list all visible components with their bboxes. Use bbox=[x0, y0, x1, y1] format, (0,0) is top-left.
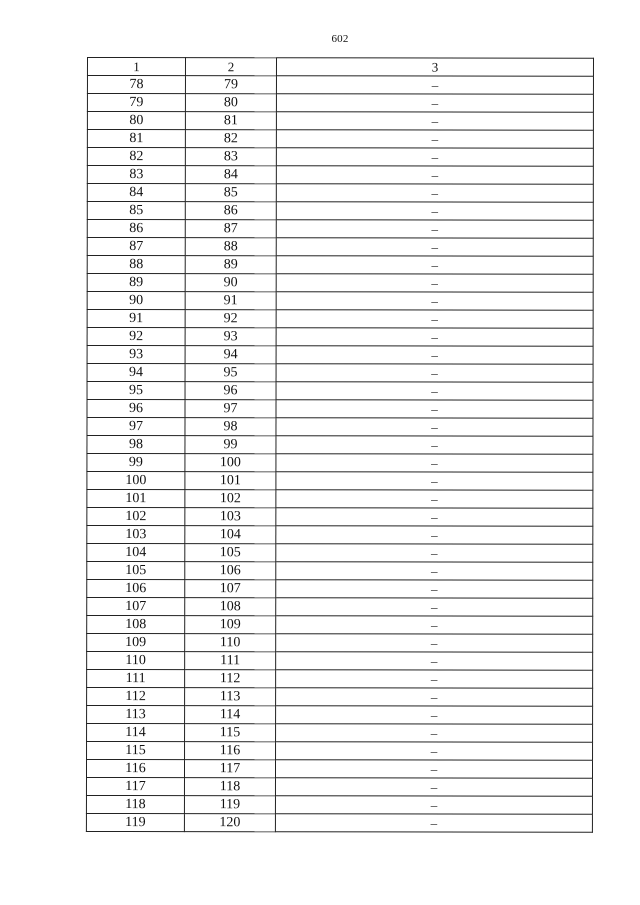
table-cell-col-1: 93 bbox=[87, 346, 185, 364]
table-cell-col-1: 107 bbox=[87, 598, 185, 616]
table-cell-col-1: 83 bbox=[87, 166, 185, 184]
table-cell-col-2: 109 bbox=[185, 616, 276, 634]
table-row bbox=[87, 724, 593, 743]
table-cell-col-3: – bbox=[276, 652, 593, 670]
table-cell-col-1: 118 bbox=[86, 796, 184, 814]
table-row bbox=[87, 616, 593, 635]
table-cell-col-1: 100 bbox=[87, 472, 185, 490]
table-header-row bbox=[87, 58, 593, 77]
table-cell-col-3: – bbox=[276, 526, 593, 544]
table-cell-col-2: 119 bbox=[184, 796, 275, 814]
table-cell-col-2: 90 bbox=[185, 274, 276, 292]
table-row bbox=[87, 256, 593, 275]
table-row bbox=[87, 436, 593, 455]
data-table bbox=[86, 57, 594, 833]
table-cell-col-1: 87 bbox=[87, 238, 185, 256]
table-cell-col-1: 106 bbox=[87, 580, 185, 598]
table-row bbox=[87, 400, 593, 419]
table-row bbox=[87, 544, 593, 563]
table-cell-col-1: 104 bbox=[87, 544, 185, 562]
table-cell-col-3: – bbox=[276, 436, 593, 454]
table-cell-col-1: 117 bbox=[86, 778, 184, 796]
table-cell-col-2: 86 bbox=[185, 202, 276, 220]
table-cell-col-2: 91 bbox=[185, 292, 276, 310]
table-cell-col-3: – bbox=[276, 292, 593, 310]
table-row bbox=[87, 310, 593, 329]
table-cell-col-2: 110 bbox=[185, 634, 276, 652]
table-row bbox=[87, 346, 593, 365]
table-cell-col-2: 89 bbox=[185, 256, 276, 274]
table-cell-col-1: 95 bbox=[87, 382, 185, 400]
table-row bbox=[86, 796, 592, 815]
table-cell-col-2: 79 bbox=[185, 76, 276, 94]
table-cell-col-2: 83 bbox=[185, 148, 276, 166]
table-cell-col-2: 118 bbox=[184, 778, 275, 796]
table-cell-col-1: 94 bbox=[87, 364, 185, 382]
column-header-2: 2 bbox=[185, 58, 276, 76]
table-cell-col-1: 114 bbox=[87, 724, 185, 742]
table-cell-col-3: – bbox=[276, 706, 593, 724]
table-cell-col-2: 111 bbox=[185, 652, 276, 670]
table-row bbox=[87, 130, 593, 149]
table-cell-col-2: 85 bbox=[185, 184, 276, 202]
table-cell-col-2: 115 bbox=[185, 724, 276, 742]
table-cell-col-3: – bbox=[276, 274, 593, 292]
table-cell-col-1: 80 bbox=[87, 112, 185, 130]
table-cell-col-2: 84 bbox=[185, 166, 276, 184]
table-cell-col-1: 116 bbox=[86, 760, 184, 778]
table-row bbox=[87, 112, 593, 131]
table-cell-col-1: 97 bbox=[87, 418, 185, 436]
table-cell-col-2: 108 bbox=[185, 598, 276, 616]
table-cell-col-3: – bbox=[275, 760, 592, 778]
table-cell-col-1: 86 bbox=[87, 220, 185, 238]
table-cell-col-3: – bbox=[276, 670, 593, 688]
table-row bbox=[87, 94, 593, 113]
table-cell-col-1: 105 bbox=[87, 562, 185, 580]
table-row bbox=[87, 274, 593, 293]
table-row bbox=[87, 472, 593, 491]
table-cell-col-3: – bbox=[276, 310, 593, 328]
table-cell-col-1: 91 bbox=[87, 310, 185, 328]
table-cell-col-2: 93 bbox=[185, 328, 276, 346]
table-cell-col-3: – bbox=[275, 814, 592, 832]
table-row bbox=[87, 292, 593, 311]
table-cell-col-2: 112 bbox=[185, 670, 276, 688]
table-cell-col-2: 97 bbox=[185, 400, 276, 418]
table-cell-col-1: 119 bbox=[86, 813, 184, 831]
table-cell-col-3: – bbox=[276, 616, 593, 634]
page-number: 602 bbox=[331, 33, 349, 45]
table-cell-col-2: 92 bbox=[185, 310, 276, 328]
table-row bbox=[87, 634, 593, 653]
table-cell-col-3: – bbox=[276, 508, 593, 526]
table-cell-col-3: – bbox=[276, 454, 593, 472]
table-row bbox=[87, 76, 593, 95]
table-cell-col-1: 92 bbox=[87, 328, 185, 346]
table-cell-col-2: 98 bbox=[185, 418, 276, 436]
table-cell-col-2: 95 bbox=[185, 364, 276, 382]
table-cell-col-2: 99 bbox=[185, 436, 276, 454]
table-cell-col-3: – bbox=[276, 544, 593, 562]
table-cell-col-3: – bbox=[276, 238, 593, 256]
table-row bbox=[86, 778, 592, 797]
table-cell-col-3: – bbox=[276, 256, 593, 274]
table-row bbox=[87, 742, 593, 761]
table-row bbox=[87, 670, 593, 689]
table-cell-col-2: 94 bbox=[185, 346, 276, 364]
table-row bbox=[87, 328, 593, 347]
table-row bbox=[87, 490, 593, 509]
table-cell-col-2: 96 bbox=[185, 382, 276, 400]
table-cell-col-2: 117 bbox=[184, 760, 275, 778]
table-cell-col-1: 98 bbox=[87, 436, 185, 454]
table-row bbox=[87, 526, 593, 545]
table-row bbox=[87, 454, 593, 473]
table-cell-col-3: – bbox=[276, 148, 593, 166]
table-cell-col-1: 78 bbox=[87, 76, 185, 94]
table-cell-col-3: – bbox=[275, 796, 592, 814]
table-row bbox=[87, 562, 593, 581]
table-cell-col-1: 89 bbox=[87, 274, 185, 292]
table-cell-col-3: – bbox=[276, 220, 593, 238]
table-cell-col-2: 81 bbox=[185, 112, 276, 130]
table-row bbox=[87, 418, 593, 437]
table-cell-col-1: 108 bbox=[87, 616, 185, 634]
table-cell-col-3: – bbox=[276, 130, 593, 148]
table-cell-col-2: 114 bbox=[185, 706, 276, 724]
table-cell-col-3: – bbox=[276, 418, 593, 436]
table-cell-col-1: 115 bbox=[87, 742, 185, 760]
column-header-1: 1 bbox=[87, 58, 185, 76]
table-row bbox=[87, 238, 593, 257]
table-cell-col-3: – bbox=[276, 724, 593, 742]
table-cell-col-3: – bbox=[276, 580, 593, 598]
table-cell-col-2: 88 bbox=[185, 238, 276, 256]
table-cell-col-3: – bbox=[276, 76, 593, 94]
table-cell-col-2: 82 bbox=[185, 130, 276, 148]
table-body bbox=[86, 76, 593, 833]
table-row bbox=[87, 364, 593, 383]
table-cell-col-3: – bbox=[276, 400, 593, 418]
table-row bbox=[87, 652, 593, 671]
table-cell-col-1: 110 bbox=[87, 652, 185, 670]
table-cell-col-1: 85 bbox=[87, 202, 185, 220]
table-row bbox=[87, 148, 593, 167]
table-cell-col-2: 107 bbox=[185, 580, 276, 598]
table-cell-col-1: 102 bbox=[87, 508, 185, 526]
table-cell-col-1: 88 bbox=[87, 256, 185, 274]
table-cell-col-1: 96 bbox=[87, 400, 185, 418]
table-cell-col-1: 111 bbox=[87, 670, 185, 688]
table-cell-col-3: – bbox=[276, 472, 593, 490]
table-cell-col-3: – bbox=[276, 94, 593, 112]
table-cell-col-3: – bbox=[276, 166, 593, 184]
table-cell-col-3: – bbox=[276, 490, 593, 508]
table-cell-col-1: 99 bbox=[87, 454, 185, 472]
table-cell-col-2: 104 bbox=[185, 526, 276, 544]
table-cell-col-3: – bbox=[276, 112, 593, 130]
table-cell-col-3: – bbox=[276, 562, 593, 580]
table-cell-col-2: 116 bbox=[185, 742, 276, 760]
table-cell-col-3: – bbox=[276, 688, 593, 706]
table-cell-col-3: – bbox=[275, 778, 592, 796]
table-row bbox=[86, 813, 592, 832]
table-row bbox=[87, 706, 593, 725]
table-cell-col-2: 103 bbox=[185, 508, 276, 526]
table-cell-col-1: 81 bbox=[87, 130, 185, 148]
table-cell-col-2: 101 bbox=[185, 472, 276, 490]
table-cell-col-2: 87 bbox=[185, 220, 276, 238]
table-row bbox=[87, 598, 593, 617]
table-row bbox=[87, 202, 593, 221]
column-header-3: 3 bbox=[276, 58, 593, 76]
table-cell-col-3: – bbox=[276, 202, 593, 220]
table-row bbox=[87, 220, 593, 239]
table-row bbox=[87, 688, 593, 707]
table-cell-col-3: – bbox=[276, 598, 593, 616]
table-cell-col-2: 106 bbox=[185, 562, 276, 580]
table-cell-col-2: 102 bbox=[185, 490, 276, 508]
table-cell-col-2: 80 bbox=[185, 94, 276, 112]
table-row bbox=[86, 760, 592, 779]
table-cell-col-1: 109 bbox=[87, 634, 185, 652]
table-cell-col-1: 101 bbox=[87, 490, 185, 508]
table-cell-col-3: – bbox=[276, 346, 593, 364]
table-cell-col-3: – bbox=[276, 742, 593, 760]
table-cell-col-1: 103 bbox=[87, 526, 185, 544]
table-cell-col-2: 100 bbox=[185, 454, 276, 472]
table-cell-col-1: 112 bbox=[87, 688, 185, 706]
table-cell-col-3: – bbox=[276, 184, 593, 202]
table-cell-col-2: 113 bbox=[185, 688, 276, 706]
table-row bbox=[87, 508, 593, 527]
table-cell-col-3: – bbox=[276, 328, 593, 346]
table-row bbox=[87, 580, 593, 599]
table-cell-col-1: 113 bbox=[87, 706, 185, 724]
table-container bbox=[86, 57, 593, 833]
table-row bbox=[87, 184, 593, 203]
table-cell-col-2: 105 bbox=[185, 544, 276, 562]
table-cell-col-3: – bbox=[276, 634, 593, 652]
table-row bbox=[87, 166, 593, 185]
table-row bbox=[87, 382, 593, 401]
table-cell-col-1: 79 bbox=[87, 94, 185, 112]
table-cell-col-1: 82 bbox=[87, 148, 185, 166]
table-cell-col-1: 84 bbox=[87, 184, 185, 202]
table-cell-col-3: – bbox=[276, 382, 593, 400]
table-cell-col-2: 120 bbox=[184, 814, 275, 832]
table-cell-col-3: – bbox=[276, 364, 593, 382]
table-cell-col-1: 90 bbox=[87, 292, 185, 310]
